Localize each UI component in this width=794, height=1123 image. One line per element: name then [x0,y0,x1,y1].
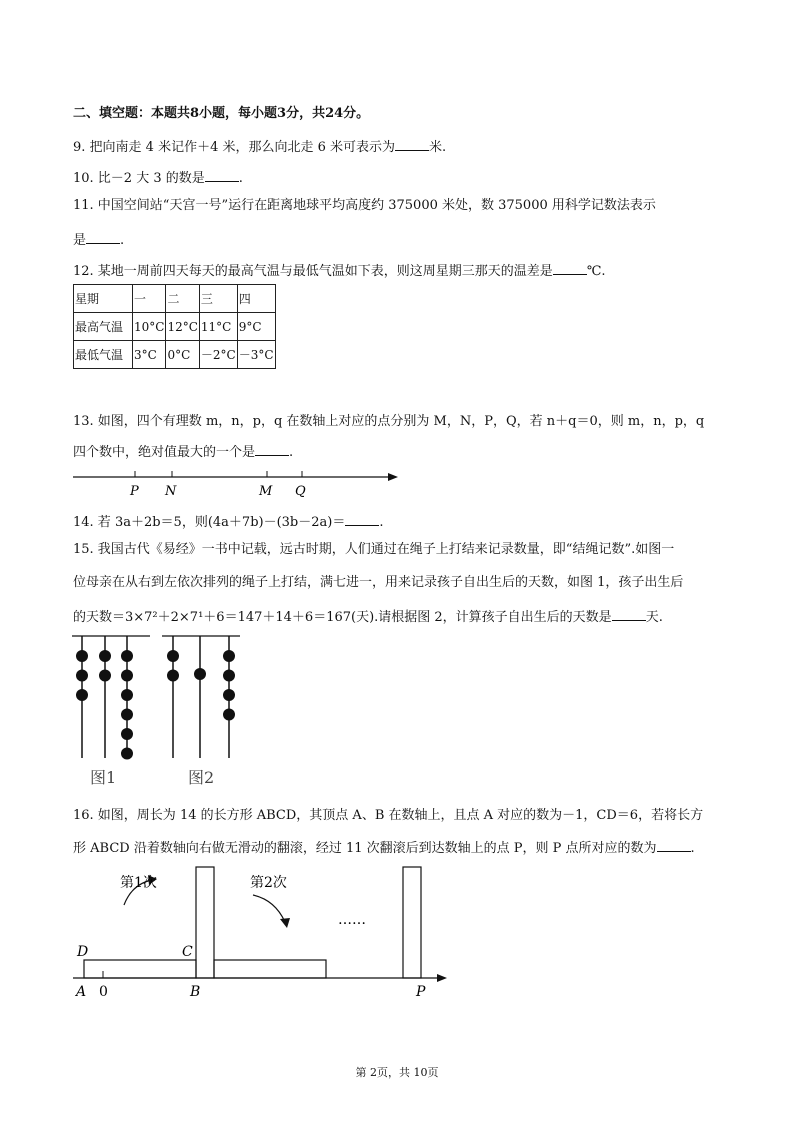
rectangle-roll-2 [214,960,326,978]
q13-suffix: . [289,445,294,460]
page-footer: 第 2页，共 10页 [355,1066,439,1079]
q10-answer-blank[interactable] [205,167,239,182]
question-13-line2 [73,441,293,462]
table-cell: 二 [166,285,199,313]
rectangle-roll-1 [196,867,214,978]
q13-text: 四个数中，绝对值最大的一个是 [73,445,256,460]
question-10 [73,167,243,188]
ellipsis: …… [338,912,366,928]
table-cell: 11°C [199,313,237,341]
point-label-m: M [259,484,273,499]
roll-1-label: 第1次 [120,875,157,891]
q12-text: 12. 某地一周前四天每天的最高气温与最低气温如下表，则这周星期三那天的温差是 [73,264,553,279]
knot-fig2-rope3 [223,670,235,682]
table-cell: 四 [237,285,275,313]
table-cell: －2°C [199,341,237,369]
q15-text: 的天数＝3×7²＋2×7¹＋6＝147＋14＋6＝167(天).请根据图 2，计算孩子自出生后的天数是 [73,610,612,625]
table-cell: 9°C [237,313,275,341]
table-cell: －3°C [237,341,275,369]
temperature-table [73,284,276,369]
knot-fig1-rope3 [121,650,133,662]
q14-text: 14. 若 3a＋2b＝5，则(4a＋7b)－(3b－2a)＝ [73,515,346,530]
question-12 [73,260,606,281]
table-row [74,313,276,341]
question-16-line1: 16. 如图，周长为 14 的长方形 ABCD，其顶点 A、B 在数轴上，且点 A 对应的数为－1，CD＝6，若将长方 [73,808,704,823]
q11-answer-blank[interactable] [86,229,120,244]
knot-fig2-rope1 [167,650,179,662]
table-cell: 10°C [133,313,166,341]
table-cell: 最低气温 [74,341,133,369]
label-zero: 0 [99,984,108,1000]
q9-text: 9. 把向南走 4 米记作＋4 米，那么向北走 6 米可表示为 [73,140,396,155]
knot-fig1-rope3 [121,670,133,682]
q10-suffix: . [238,171,243,186]
knot-fig1-rope3 [121,689,133,701]
table-row [74,341,276,369]
knot-fig1-rope1 [76,670,88,682]
rectangle-final [403,867,421,978]
fig1-label: 图1 [90,768,117,787]
table-cell: 三 [199,285,237,313]
point-label-n: N [165,484,177,499]
knot-fig1-rope3 [121,709,133,721]
q16-answer-blank[interactable] [657,837,691,852]
q12-answer-blank[interactable] [553,260,587,275]
question-16-line2 [73,837,695,858]
fig2-label: 图2 [188,768,215,787]
table-cell: 星期 [74,285,133,313]
table-cell: 12°C [166,313,199,341]
question-9 [73,136,446,157]
label-a: A [76,984,87,1000]
knot-fig2-rope3 [223,709,235,721]
q16-suffix: . [690,841,695,856]
knot-fig2-rope2 [194,668,206,680]
knot-fig2-rope3 [223,689,235,701]
label-b: B [190,984,201,1000]
label-p: P [416,984,426,1000]
table-cell: 最高气温 [74,313,133,341]
q15-answer-blank[interactable] [612,606,646,621]
section-title: 二、填空题：本题共8小题，每小题3分，共24分。 [73,106,370,121]
question-11-line2 [73,229,124,250]
roll-2-label: 第2次 [250,875,287,891]
table-cell: 一 [133,285,166,313]
q13-number-line [0,465,794,505]
knot-fig1-rope1 [76,689,88,701]
q13-answer-blank[interactable] [255,441,289,456]
q11-text: 是 [73,233,87,248]
q10-text: 10. 比－2 大 3 的数是 [73,171,205,186]
q16-text: 形 ABCD 沿着数轴向右做无滑动的翻滚，经过 11 次翻滚后到达数轴上的点 P，则 P 点所对应的数为 [73,841,657,856]
question-11-line1: 11. 中国空间站“天宫一号”运行在距离地球平均高度约 375000 米处，数 375000 用科学记数法表示 [73,198,656,213]
knot-figures [0,630,794,790]
knot-fig2-rope1 [167,670,179,682]
q12-suffix: ℃. [586,264,606,279]
question-15-line1: 15. 我国古代《易经》一书中记载，远古时期，人们通过在绳子上打结来记录数量，即“结绳记数”.如图一 [73,542,675,557]
q14-answer-blank[interactable] [345,511,379,526]
question-13-line1: 13. 如图，四个有理数 m，n，p，q 在数轴上对应的点分别为 M，N，P，Q，若 n＋q＝0，则 m，n，p，q [73,414,705,429]
label-c: C [182,944,193,960]
point-label-p: P [130,484,139,499]
rectangle-start [84,960,196,978]
question-14 [73,511,383,532]
q14-suffix: . [379,515,384,530]
q9-answer-blank[interactable] [395,136,429,151]
q11-suffix: . [120,233,125,248]
rotate-arrow-2-icon [253,895,285,922]
point-label-q: Q [295,484,306,499]
q9-suffix: 米. [429,140,447,155]
knot-fig1-rope1 [76,650,88,662]
table-row [74,285,276,313]
question-15-line3 [73,606,663,627]
knot-fig1-rope3 [121,728,133,740]
q15-suffix: 天. [645,610,663,625]
knot-fig1-rope2 [99,670,111,682]
rolling-rectangle-figure [0,860,794,1000]
knot-fig1-rope3 [121,748,133,760]
knot-fig1-rope2 [99,650,111,662]
question-15-line2: 位母亲在从右到左依次排列的绳子上打结，满七进一，用来记录孩子自出生后的天数，如图 1，孩子出生后 [73,575,684,590]
knot-fig2-rope3 [223,650,235,662]
table-cell: 0°C [166,341,199,369]
table-cell: 3°C [133,341,166,369]
label-d: D [77,944,89,960]
